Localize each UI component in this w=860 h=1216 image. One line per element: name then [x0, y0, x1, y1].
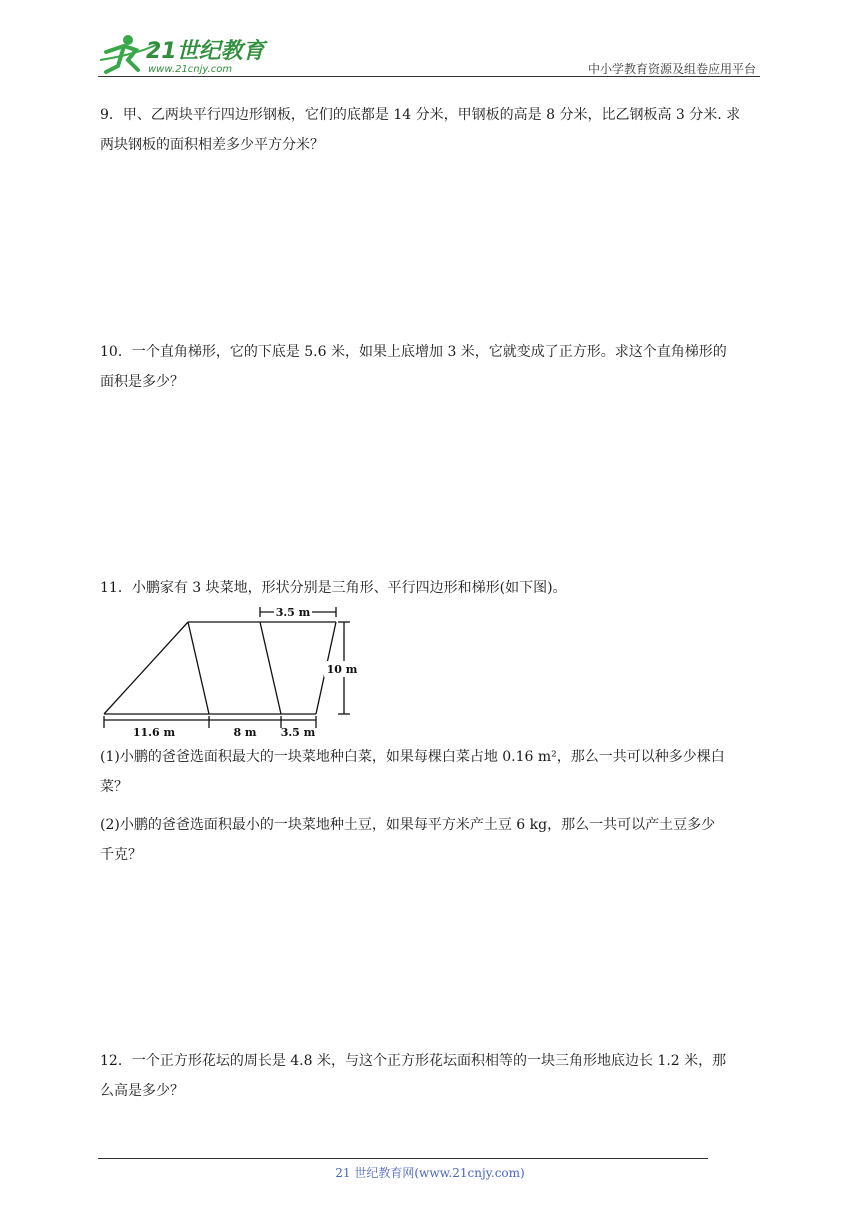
bottom-label-triangle: 11.6 m: [132, 726, 176, 739]
question-12-text-1: 一个正方形花坛的周长是 4.8 米，与这个正方形花坛面积相等的一块三角形地底边长 1.2 米，那: [131, 1053, 727, 1069]
question-11-part-1-line-2: 菜？: [100, 779, 128, 795]
logo-runner-head: [123, 35, 133, 45]
question-11-text-1: 小鹏家有 3 块菜地，形状分别是三角形、平行四边形和梯形(如下图)。: [131, 580, 567, 596]
footer-link[interactable]: 21 世纪教育网(www.21cnjy.com): [335, 1166, 525, 1180]
header-divider: [98, 76, 760, 77]
question-10-number: 10．: [100, 344, 132, 360]
question-12-line-2: 么高是多少？: [100, 1083, 184, 1099]
question-10-line-2: 面积是多少？: [100, 374, 184, 390]
page-header: [98, 30, 760, 78]
question-9-line-2: 两块钢板的面积相差多少平方分米？: [100, 137, 324, 153]
bottom-label-parallelogram: 8 m: [233, 726, 257, 739]
question-11-line-1: [100, 573, 760, 603]
triangle-left-side: [104, 622, 188, 714]
logo-text: 21世纪教育: [146, 39, 265, 64]
question-12-line-1: [100, 1046, 760, 1076]
bottom-label-trapezoid: 3.5 m: [280, 726, 316, 739]
question-11-part-1: [100, 742, 760, 802]
divider-2: [260, 622, 281, 714]
footer-divider: [98, 1158, 708, 1159]
question-11-part-2-line-1: (2)小鹏的爸爸选面积最小的一块菜地种土豆，如果每平方米产土豆 6 kg，那么一共可以产土豆多少: [100, 817, 716, 833]
question-12-number: 12．: [100, 1053, 132, 1069]
question-9-number: 9．: [100, 107, 123, 123]
question-12: [100, 1046, 760, 1106]
logo-url: www.21cnjy.com: [148, 64, 233, 75]
question-11-number: 11．: [100, 580, 132, 596]
question-10: [100, 337, 760, 397]
platform-name: 中小学教育资源及组卷应用平台: [587, 62, 756, 76]
question-11: [100, 573, 760, 603]
question-11-part-2-line-2: 千克？: [100, 847, 142, 863]
question-10-text-1: 一个直角梯形，它的下底是 5.6 米，如果上底增加 3 米，它就变成了正方形。求这个直角梯形的: [131, 344, 727, 360]
question-9-text-1: 甲、乙两块平行四边形钢板，它们的底都是 14 分米，甲钢板的高是 8 分米，比乙钢板高 3 分米. 求: [122, 107, 741, 123]
divider-1: [188, 622, 209, 714]
logo: [98, 30, 268, 76]
question-11-part-1-line-1: (1)小鹏的爸爸选面积最大的一块菜地种白菜，如果每棵白菜占地 0.16 m²，那么一共可以种多少棵白: [100, 749, 725, 765]
top-width-label: 3.5 m: [275, 606, 311, 619]
question-9: [100, 100, 760, 160]
question-11-part-2: [100, 810, 760, 870]
height-label: 10 m: [326, 663, 358, 676]
question-10-line-1: [100, 337, 760, 367]
question-9-line-1: [100, 100, 760, 130]
vegetable-plots-figure: [98, 604, 360, 740]
